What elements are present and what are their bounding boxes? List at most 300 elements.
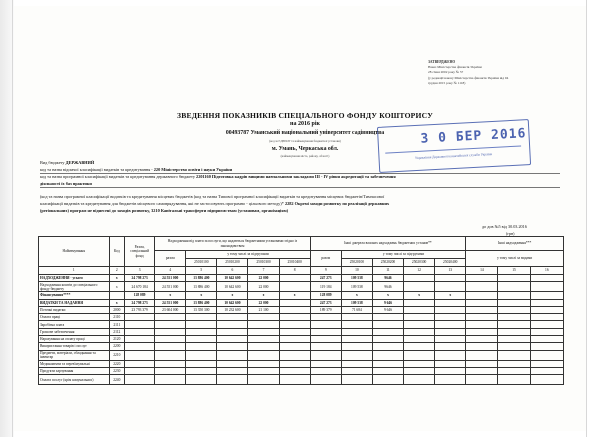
table-cell-g2: 189 379 [310, 306, 341, 313]
header-name: Найменування [39, 237, 110, 267]
table-cell-c5: 109 538 [341, 275, 372, 282]
table-cell-c5 [341, 336, 372, 343]
table-cell-c6: 9 646 [372, 306, 403, 313]
table-cell-total: 24 670 184 [125, 282, 155, 292]
table-cell-other [498, 328, 530, 335]
table-cell-g2 [310, 336, 341, 343]
table-cell-total: 24 798 273 [125, 275, 155, 282]
city-name: м. Умань, Черкаська обл. [271, 146, 339, 152]
table-cell-total [125, 360, 155, 367]
table-cell-c8 [435, 336, 466, 343]
table-cell-c1 [186, 321, 217, 328]
table-cell-c8 [435, 275, 466, 282]
header-subcode: 25020400 [435, 259, 466, 267]
table-cell-c6 [372, 375, 403, 385]
table-cell-c5 [341, 375, 372, 385]
table-cell-total [125, 343, 155, 350]
table-cell-name: Грошове забезпечення [39, 328, 110, 335]
table-cell-code: 2200 [109, 343, 125, 350]
table-cell-other [466, 321, 498, 328]
table-cell-c8: x [435, 292, 466, 299]
header-group-fees: Надходження від плати за послуги, що надаються бюджетними установами згідно із законодавством [155, 237, 311, 251]
table-cell-c5 [341, 321, 372, 328]
table-cell-c6: 9646 [372, 275, 403, 282]
table-cell-code: 2111 [109, 321, 125, 328]
approval-line: (у редакції наказу Міністерства фінансів України від 04 [428, 75, 509, 80]
column-number: 3 [125, 267, 155, 275]
table-cell-code: 2110 [109, 314, 125, 321]
table-cell-g2 [310, 314, 341, 321]
table-cell-name: Оплата послуг (крім комунальних) [39, 375, 110, 385]
table-cell-c1: 13 886 400 [186, 282, 217, 292]
header-subcode: 25010400 [279, 259, 310, 267]
header-group1-sub: у тому числі за підгрупами [186, 251, 310, 259]
table-cell-c3 [248, 350, 279, 360]
table-cell-other [530, 314, 563, 321]
table-cell-c3 [248, 360, 279, 367]
program-classification-cont-text: діяльності їх баз практики [40, 181, 92, 186]
table-cell-c6 [372, 336, 403, 343]
header-total: Разом, спеціальний фонд [125, 237, 155, 267]
table-cell-other [498, 292, 530, 299]
table-cell-c7 [404, 375, 435, 385]
table-cell-c4 [279, 299, 310, 306]
table-cell-c5 [341, 367, 372, 374]
table-cell-g1: 24 551 000 [155, 299, 186, 306]
table-cell-name: Використання товарів і послуг [39, 343, 110, 350]
column-number: 10 [341, 267, 372, 275]
table-row [39, 306, 564, 313]
table-cell-c4: x [279, 292, 310, 299]
currency-unit: (грн) [506, 231, 515, 236]
column-number: 5 [186, 267, 217, 275]
institution-caption: (код за ЄДРПОУ та найменування бюджетної установи) [269, 139, 341, 143]
program-classification-line [40, 174, 560, 180]
table-cell-c7 [404, 336, 435, 343]
table-cell-c6 [372, 360, 403, 367]
table-cell-c1 [186, 343, 217, 350]
table-cell-other [530, 360, 563, 367]
table-cell-other [530, 306, 563, 313]
budget-type-value: ДЕРЖАВНИЙ [65, 160, 95, 165]
column-number-row [39, 267, 564, 275]
table-cell-name: ВИДАТКИ ТА НАДАННЯ [39, 299, 110, 306]
table-cell-g1: 24 551 000 [155, 275, 186, 282]
departmental-classification-value: 220 Міністерство освіти і науки України [153, 167, 233, 172]
approval-line: грудня 2015 року № 1118) [428, 80, 466, 85]
document-title: ЗВЕДЕННЯ ПОКАЗНИКІВ СПЕЦІАЛЬНОГО ФОНДУ КОШТОРИСУ [177, 111, 433, 120]
table-cell-other [466, 360, 498, 367]
table-cell-g2 [310, 360, 341, 367]
table-cell-c8 [435, 367, 466, 374]
table-cell-other [498, 321, 530, 328]
table-cell-other [530, 292, 563, 299]
stamp-text: Управління Державної казначейської служби України [414, 152, 493, 161]
table-cell-g2 [310, 328, 341, 335]
table-cell-code: x [109, 299, 125, 306]
table-cell-c3 [248, 367, 279, 374]
table-cell-name: Предмети, матеріали, обладнання та інвентар [39, 350, 110, 360]
header-group2-sub: у тому числі за підгрупами [341, 251, 465, 259]
table-row [39, 321, 564, 328]
table-cell-other [530, 336, 563, 343]
header-code: Код [109, 237, 125, 267]
local-budget-classification-text: (код та назва програмної класифікації видатків та кредитування місцевих бюджетів (код та назва Типової програмної класифікації видатків та кредитування місцевих бюджетів/Тимчасової [40, 194, 385, 199]
header-group-own-sources: Інші джерела власних надходжень бюджетних установ** [310, 237, 466, 251]
table-cell-c6 [372, 314, 403, 321]
column-number: 6 [217, 267, 248, 275]
table-cell-c8 [435, 282, 466, 292]
table-cell-c4 [279, 314, 310, 321]
table-cell-g1 [155, 367, 186, 374]
table-cell-c1: 13 350 300 [186, 306, 217, 313]
table-cell-c3: 22 000 [248, 282, 279, 292]
document-reference: до дов №5 від 30.03.2016 [482, 224, 527, 229]
underline [40, 187, 560, 188]
header-group2-total: разом [310, 251, 341, 267]
table-cell-c5 [341, 360, 372, 367]
table-cell-other [466, 328, 498, 335]
table-row [39, 350, 564, 360]
departmental-classification-label: код та назва відомчої класифікації видатків та кредитування - [40, 167, 153, 172]
table-cell-c1 [186, 367, 217, 374]
table-cell-c2 [217, 321, 248, 328]
table-cell-name: Заробітна плата [39, 321, 110, 328]
table-cell-name: Продукти харчування [39, 367, 110, 374]
table-cell-g1 [155, 314, 186, 321]
column-number: 13 [435, 267, 466, 275]
table-row [39, 336, 564, 343]
table-cell-c3 [248, 314, 279, 321]
local-budget-classification-cont-text: (регіональних) програм не віднесені до заходів розвитку, 3210 Капітальні трансферти підприємствам (установам, організаціям) [40, 208, 289, 213]
table-body [39, 275, 564, 385]
table-cell-c4 [279, 306, 310, 313]
table-cell-other [498, 375, 530, 385]
table-cell-c5 [341, 343, 372, 350]
table-cell-c1 [186, 328, 217, 335]
table-cell-c3 [248, 328, 279, 335]
table-cell-c3 [248, 343, 279, 350]
table-cell-g2 [310, 350, 341, 360]
table-cell-other [530, 299, 563, 306]
table-cell-total [125, 350, 155, 360]
table-cell-other [498, 360, 530, 367]
local-budget-classification-value: 2282 Окремі заходи розвитку по реалізації державних [284, 201, 390, 206]
table-cell-other [466, 343, 498, 350]
table-cell-c5 [341, 314, 372, 321]
table-row [39, 314, 564, 321]
approval-line: 28 січня 2002 року № 57 [428, 70, 464, 75]
table-cell-c2 [217, 328, 248, 335]
table-cell-g2: 247 273 [310, 299, 341, 306]
table-cell-total: 128 089 [125, 292, 155, 299]
table-cell-g2: 247 273 [310, 275, 341, 282]
city-caption: (найменування міста, району, області) [280, 154, 330, 158]
table-cell-other [530, 367, 563, 374]
table-cell-code: 2112 [109, 328, 125, 335]
table-cell-c8 [435, 350, 466, 360]
local-budget-classification-line-3 [40, 208, 560, 214]
table-cell-c8 [435, 343, 466, 350]
table-cell-g1: 24 551 000 [155, 282, 186, 292]
table-cell-g1 [155, 321, 186, 328]
table-cell-c3: 22 000 [248, 299, 279, 306]
table-cell-c2 [217, 350, 248, 360]
header-group1-total: разом [155, 251, 186, 267]
table-cell-c4 [279, 360, 310, 367]
local-budget-classification-line [40, 194, 560, 200]
table-cell-g1 [155, 336, 186, 343]
table-cell-c7 [404, 306, 435, 313]
header-group3-sub: у тому числі за видами [466, 251, 564, 267]
table-cell-g1: x [155, 292, 186, 299]
table-cell-c8 [435, 321, 466, 328]
table-cell-c4 [279, 321, 310, 328]
table-cell-g1 [155, 328, 186, 335]
table-cell-c2 [217, 343, 248, 350]
table-cell-name: Оплата праці [39, 314, 110, 321]
table-cell-other [530, 321, 563, 328]
table-cell-c4 [279, 343, 310, 350]
header-subcode: 25020300 [404, 259, 435, 267]
table-row [39, 282, 564, 292]
table-cell-other [498, 350, 530, 360]
table-cell-c2: x [217, 292, 248, 299]
table-cell-code: 2240 [109, 375, 125, 385]
table-cell-other [530, 282, 563, 292]
table-cell-other [466, 367, 498, 374]
table-cell-c7 [404, 328, 435, 335]
approval-line: Наказ Міністерства фінансів України [428, 65, 482, 70]
table-cell-c6 [372, 321, 403, 328]
table-cell-other [466, 282, 498, 292]
table-cell-c6: x [372, 292, 403, 299]
table-cell-c8 [435, 299, 466, 306]
table-row [39, 343, 564, 350]
table-cell-c8 [435, 360, 466, 367]
program-classification-label: код та назва програмної класифікації видатків та кредитування державного бюджету [40, 174, 195, 179]
table-cell-c6 [372, 343, 403, 350]
table-cell-c3: 22 000 [248, 275, 279, 282]
table-cell-total [125, 328, 155, 335]
budget-type-label: Вид бюджету [40, 160, 65, 165]
table-cell-c6: 9646 [372, 282, 403, 292]
table-cell-code: x [109, 275, 125, 282]
table-cell-c3 [248, 375, 279, 385]
column-number: 7 [248, 267, 279, 275]
table-cell-other [466, 350, 498, 360]
table-cell-c7 [404, 314, 435, 321]
table-row [39, 367, 564, 374]
table-cell-c5: 71 684 [341, 306, 372, 313]
stamp-date: 3 0 БЕР 2016 [420, 126, 527, 147]
header-subcode: 25010200 [217, 259, 248, 267]
table-cell-c1 [186, 350, 217, 360]
table-cell-name: Фінансування**** [39, 292, 110, 299]
table-cell-c5: x [341, 292, 372, 299]
table-cell-c1: x [186, 292, 217, 299]
table-cell-c2 [217, 367, 248, 374]
table-cell-c6 [372, 350, 403, 360]
table-cell-g2: 128 089 [310, 292, 341, 299]
table-cell-other [466, 292, 498, 299]
table-cell-c5: 109 538 [341, 299, 372, 306]
header-subcode: 25010100 [186, 259, 217, 267]
table-cell-name: Поточні видатки [39, 306, 110, 313]
table-cell-other [498, 314, 530, 321]
approval-block [428, 60, 588, 86]
header-subcode: 25020200 [372, 259, 403, 267]
table-cell-code [109, 292, 125, 299]
table-header-row [39, 237, 564, 251]
table-cell-c2 [217, 375, 248, 385]
table-cell-c7 [404, 367, 435, 374]
table-cell-c2 [217, 360, 248, 367]
table-cell-c4 [279, 350, 310, 360]
table-cell-c6: 9 646 [372, 299, 403, 306]
table-cell-other [466, 306, 498, 313]
table-cell-code: 2120 [109, 336, 125, 343]
table-cell-code: 2230 [109, 367, 125, 374]
budget-type-line [40, 160, 560, 166]
table-cell-g1: 23 604 000 [155, 306, 186, 313]
table-cell-c6 [372, 328, 403, 335]
table-cell-c2: 10 642 600 [217, 282, 248, 292]
table-cell-c4 [279, 336, 310, 343]
table-cell-other [466, 299, 498, 306]
table-row [39, 292, 564, 299]
table-cell-c4 [279, 282, 310, 292]
table-cell-other [498, 343, 530, 350]
table-cell-c1 [186, 314, 217, 321]
table-cell-c4 [279, 367, 310, 374]
table-cell-c7: x [404, 292, 435, 299]
table-cell-c5 [341, 350, 372, 360]
header-group-other: Інші надходження*** [466, 237, 564, 251]
table-cell-c5: 109 538 [341, 282, 372, 292]
table-cell-c1 [186, 336, 217, 343]
table-cell-name: НАДХОДЖЕННЯ - усього [39, 275, 110, 282]
table-cell-c2 [217, 336, 248, 343]
table-cell-c1 [186, 360, 217, 367]
table-cell-c1: 13 886 400 [186, 299, 217, 306]
table-row [39, 328, 564, 335]
column-number: 8 [279, 267, 310, 275]
table-cell-g2 [310, 343, 341, 350]
table-row [39, 360, 564, 367]
table-cell-total: 23 793 379 [125, 306, 155, 313]
document-year: на 2016 рік [290, 121, 320, 127]
table-cell-code: 2220 [109, 360, 125, 367]
table-cell-c8 [435, 306, 466, 313]
table-row [39, 375, 564, 385]
table-cell-c5 [341, 328, 372, 335]
table-cell-other [530, 328, 563, 335]
table-cell-other [498, 282, 530, 292]
table-cell-name: Надходження коштів до спеціального фонду бюджету [39, 282, 110, 292]
column-number: 16 [530, 267, 563, 275]
table-cell-c1 [186, 375, 217, 385]
column-number: 9 [310, 267, 341, 275]
table-cell-c4 [279, 375, 310, 385]
table-cell-other [498, 367, 530, 374]
table-cell-c3 [248, 336, 279, 343]
local-budget-classification-label: класифікації видатків та кредитування для бюджетів місцевого самоврядування, які не застосовують програмно - цільового методу)* [40, 201, 284, 206]
column-number: 15 [498, 267, 530, 275]
table-cell-other [530, 350, 563, 360]
table-cell-name: Нарахування на оплату праці [39, 336, 110, 343]
column-number: 1 [39, 267, 110, 275]
table-cell-other [466, 375, 498, 385]
table-cell-g2: 119 184 [310, 282, 341, 292]
table-cell-c7 [404, 350, 435, 360]
table-cell-other [530, 343, 563, 350]
table-cell-other [498, 306, 530, 313]
table-cell-c7 [404, 343, 435, 350]
approval-heading: ЗАТВЕРДЖЕНО [428, 60, 456, 64]
table-cell-c7 [404, 282, 435, 292]
institution-name: 00493787 Уманський національний університет садівництва [225, 130, 385, 136]
table-cell-other [498, 336, 530, 343]
table-cell-g1 [155, 360, 186, 367]
table-cell-code: x [109, 282, 125, 292]
column-number: 14 [466, 267, 498, 275]
table-cell-c8 [435, 328, 466, 335]
table-cell-total [125, 314, 155, 321]
table-cell-other [498, 275, 530, 282]
table-cell-c7 [404, 299, 435, 306]
table-cell-other [466, 336, 498, 343]
table-cell-total [125, 321, 155, 328]
table-cell-other [530, 275, 563, 282]
budget-table [38, 236, 564, 385]
table-cell-c1: 13 886 400 [186, 275, 217, 282]
table-cell-c6 [372, 367, 403, 374]
program-classification-value: 2201160 Підготовка кадрів вищими навчальними закладами ІІІ - IV рівня акредитації та забезпечення [196, 174, 396, 179]
table-cell-other [466, 314, 498, 321]
table-cell-c7 [404, 321, 435, 328]
page-fold-left [12, 0, 13, 437]
table-cell-code: 2000 [109, 306, 125, 313]
table-cell-c2 [217, 314, 248, 321]
table-cell-c2: 10 642 600 [217, 275, 248, 282]
table-cell-c2: 10 232 600 [217, 306, 248, 313]
table-row [39, 275, 564, 282]
table-cell-c8 [435, 375, 466, 385]
table-cell-c3: x [248, 292, 279, 299]
table-cell-c7 [404, 275, 435, 282]
table-cell-total [125, 367, 155, 374]
table-cell-c8 [435, 314, 466, 321]
table-cell-c2: 10 642 600 [217, 299, 248, 306]
table-cell-other [498, 299, 530, 306]
table-row [39, 299, 564, 306]
table-cell-total [125, 336, 155, 343]
table-cell-total: 24 798 273 [125, 299, 155, 306]
table-cell-code: 2210 [109, 350, 125, 360]
table-cell-c3 [248, 321, 279, 328]
table-cell-g2 [310, 367, 341, 374]
local-budget-classification-line-2 [40, 201, 560, 207]
table-cell-g1 [155, 350, 186, 360]
table-cell-total [125, 375, 155, 385]
column-number: 11 [372, 267, 403, 275]
table-cell-g2 [310, 321, 341, 328]
table-cell-c7 [404, 360, 435, 367]
table-cell-g1 [155, 375, 186, 385]
column-number: 4 [155, 267, 186, 275]
table-cell-name: Медикаменти та перев'язувальні [39, 360, 110, 367]
